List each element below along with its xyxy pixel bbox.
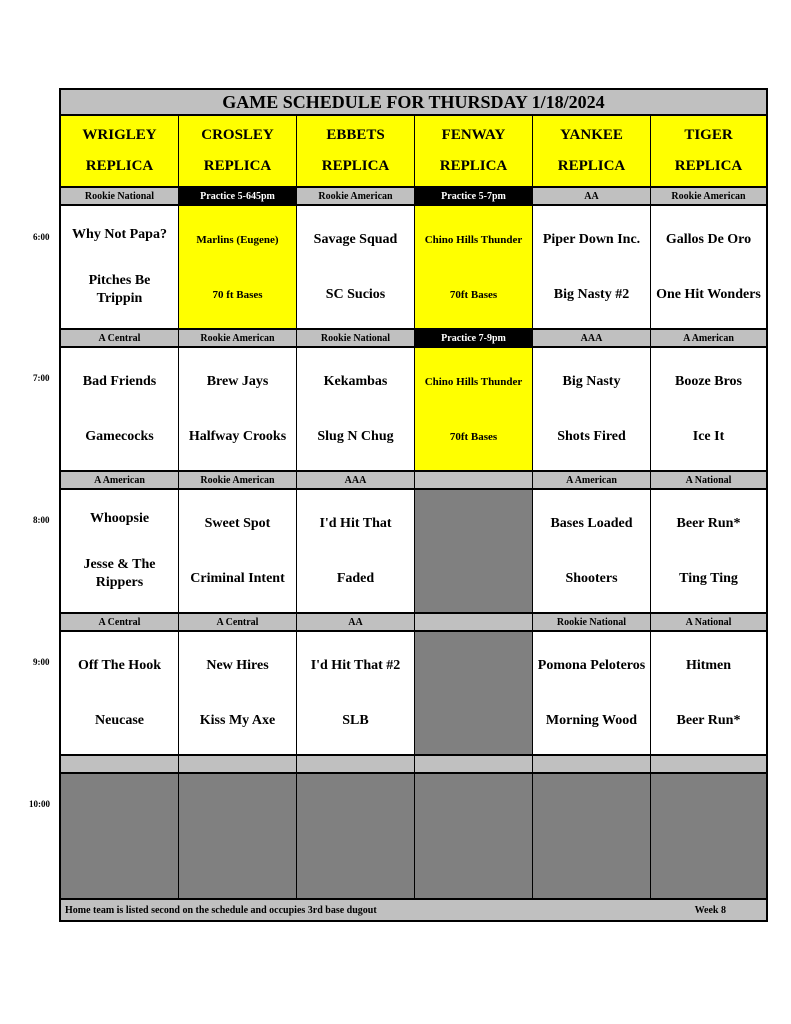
- away-team: Gallos De Oro: [665, 231, 752, 247]
- field-name: WRIGLEY: [82, 127, 157, 143]
- division-label: A National: [651, 472, 766, 490]
- field-name: CROSLEY: [201, 127, 274, 143]
- game-cell: [297, 490, 415, 614]
- division-label: Rookie American: [297, 188, 415, 206]
- field-header: [61, 116, 179, 188]
- time-label: 10:00: [29, 799, 50, 809]
- game-cell: [533, 490, 651, 614]
- division-label: Practice 5-7pm: [415, 188, 533, 206]
- game-cell: [179, 206, 297, 330]
- game-cell: [533, 348, 651, 472]
- away-team: Chino Hills Thunder: [424, 375, 523, 388]
- away-team: Sweet Spot: [204, 515, 271, 531]
- field-header: [533, 116, 651, 188]
- away-team: Bases Loaded: [550, 515, 633, 531]
- division-label: Practice 5-645pm: [179, 188, 297, 206]
- division-label: [415, 472, 533, 490]
- game-cell: [297, 206, 415, 330]
- away-team: I'd Hit That #2: [310, 657, 401, 673]
- footer-note: Home team is listed second on the schedule and occupies 3rd base dugout: [65, 904, 377, 916]
- division-label: AAA: [533, 330, 651, 348]
- away-team: Whoopsie: [89, 511, 150, 526]
- field-name: FENWAY: [441, 127, 506, 143]
- away-team: Why Not Papa?: [72, 227, 167, 242]
- time-label: 9:00: [33, 657, 50, 667]
- away-team: Marlins (Eugene): [196, 233, 279, 246]
- division-label: Rookie National: [61, 188, 179, 206]
- division-label: Rookie American: [179, 472, 297, 490]
- game-cell: [179, 490, 297, 614]
- home-team: Neucase: [95, 712, 144, 728]
- away-team: Bad Friends: [82, 373, 157, 389]
- division-label: [415, 614, 533, 632]
- away-team: Kekambas: [323, 373, 388, 389]
- away-team: I'd Hit That: [319, 515, 392, 531]
- away-team: Savage Squad: [313, 231, 398, 247]
- game-cell: [179, 632, 297, 756]
- empty-slot: [61, 774, 179, 898]
- empty-slot: [415, 774, 533, 898]
- division-label: Rookie American: [651, 188, 766, 206]
- home-team: Pitches Be Trippin: [88, 273, 151, 306]
- away-team: Booze Bros: [674, 373, 742, 389]
- time-label: 6:00: [33, 232, 50, 242]
- game-cell: [651, 632, 766, 756]
- home-team: Shots Fired: [557, 428, 626, 444]
- field-name: EBBETS: [326, 127, 385, 143]
- home-team: Ting Ting: [679, 570, 738, 586]
- home-team: Gamecocks: [85, 428, 154, 444]
- home-team: Morning Wood: [545, 712, 638, 728]
- home-team: SC Sucios: [325, 286, 386, 302]
- time-label: 7:00: [33, 373, 50, 383]
- division-label: [297, 756, 415, 774]
- division-label: A Central: [61, 330, 179, 348]
- division-label: AA: [297, 614, 415, 632]
- field-name: TIGER: [684, 127, 733, 143]
- game-cell: [61, 348, 179, 472]
- game-cell: [533, 632, 651, 756]
- away-team: Big Nasty: [562, 373, 621, 389]
- division-label: Rookie National: [297, 330, 415, 348]
- division-label: [415, 756, 533, 774]
- field-subtitle: REPLICA: [85, 158, 154, 174]
- division-label: [179, 756, 297, 774]
- home-team: 70ft Bases: [449, 430, 498, 443]
- game-cell: [415, 206, 533, 330]
- home-team: Jesse & The Rippers: [83, 557, 156, 590]
- home-team: Big Nasty #2: [553, 286, 630, 302]
- division-label: A Central: [179, 614, 297, 632]
- division-label: [533, 756, 651, 774]
- home-team: Beer Run*: [676, 712, 741, 728]
- schedule-sheet: [59, 88, 768, 922]
- away-team: Brew Jays: [206, 373, 269, 389]
- away-team: New Hires: [206, 657, 269, 673]
- away-team: Hitmen: [685, 657, 732, 673]
- division-label: A American: [533, 472, 651, 490]
- division-label: [61, 756, 179, 774]
- schedule-title: GAME SCHEDULE FOR THURSDAY 1/18/2024: [61, 90, 766, 116]
- home-team: Kiss My Axe: [199, 712, 276, 728]
- home-team: 70 ft Bases: [212, 288, 263, 301]
- game-cell: [533, 206, 651, 330]
- game-cell: [651, 490, 766, 614]
- division-label: [651, 756, 766, 774]
- home-team: Faded: [336, 570, 375, 586]
- field-header: [179, 116, 297, 188]
- empty-slot: [297, 774, 415, 898]
- field-header: [297, 116, 415, 188]
- division-label: A American: [61, 472, 179, 490]
- field-subtitle: REPLICA: [674, 158, 743, 174]
- field-header: [415, 116, 533, 188]
- game-cell: [297, 348, 415, 472]
- division-label: Rookie National: [533, 614, 651, 632]
- away-team: Beer Run*: [676, 515, 741, 531]
- empty-slot: [415, 490, 533, 614]
- game-cell: [61, 206, 179, 330]
- time-label: 8:00: [33, 515, 50, 525]
- division-label: Rookie American: [179, 330, 297, 348]
- footer-bar: [61, 898, 766, 920]
- field-subtitle: REPLICA: [439, 158, 508, 174]
- division-label: AAA: [297, 472, 415, 490]
- empty-slot: [651, 774, 766, 898]
- field-subtitle: REPLICA: [557, 158, 626, 174]
- away-team: Chino Hills Thunder: [424, 233, 523, 246]
- empty-slot: [179, 774, 297, 898]
- game-cell: [415, 348, 533, 472]
- home-team: Shooters: [565, 570, 618, 586]
- division-label: Practice 7-9pm: [415, 330, 533, 348]
- home-team: 70ft Bases: [449, 288, 498, 301]
- home-team: Criminal Intent: [190, 570, 285, 586]
- division-label: AA: [533, 188, 651, 206]
- home-team: One Hit Wonders: [656, 286, 761, 302]
- away-team: Pomona Peloteros: [537, 657, 646, 673]
- away-team: Off The Hook: [78, 657, 161, 673]
- field-subtitle: REPLICA: [203, 158, 272, 174]
- field-name: YANKEE: [560, 127, 623, 143]
- division-label: A Central: [61, 614, 179, 632]
- week-label: Week 8: [694, 904, 726, 916]
- game-cell: [179, 348, 297, 472]
- home-team: SLB: [342, 712, 369, 728]
- game-cell: [61, 490, 179, 614]
- home-team: Halfway Crooks: [188, 428, 287, 444]
- game-cell: [651, 348, 766, 472]
- empty-slot: [415, 632, 533, 756]
- empty-slot: [533, 774, 651, 898]
- away-team: Piper Down Inc.: [542, 231, 641, 247]
- game-cell: [297, 632, 415, 756]
- field-header: [651, 116, 766, 188]
- home-team: Ice It: [692, 428, 725, 444]
- home-team: Slug N Chug: [317, 428, 394, 444]
- game-cell: [61, 632, 179, 756]
- game-cell: [651, 206, 766, 330]
- field-subtitle: REPLICA: [321, 158, 390, 174]
- division-label: A American: [651, 330, 766, 348]
- division-label: A National: [651, 614, 766, 632]
